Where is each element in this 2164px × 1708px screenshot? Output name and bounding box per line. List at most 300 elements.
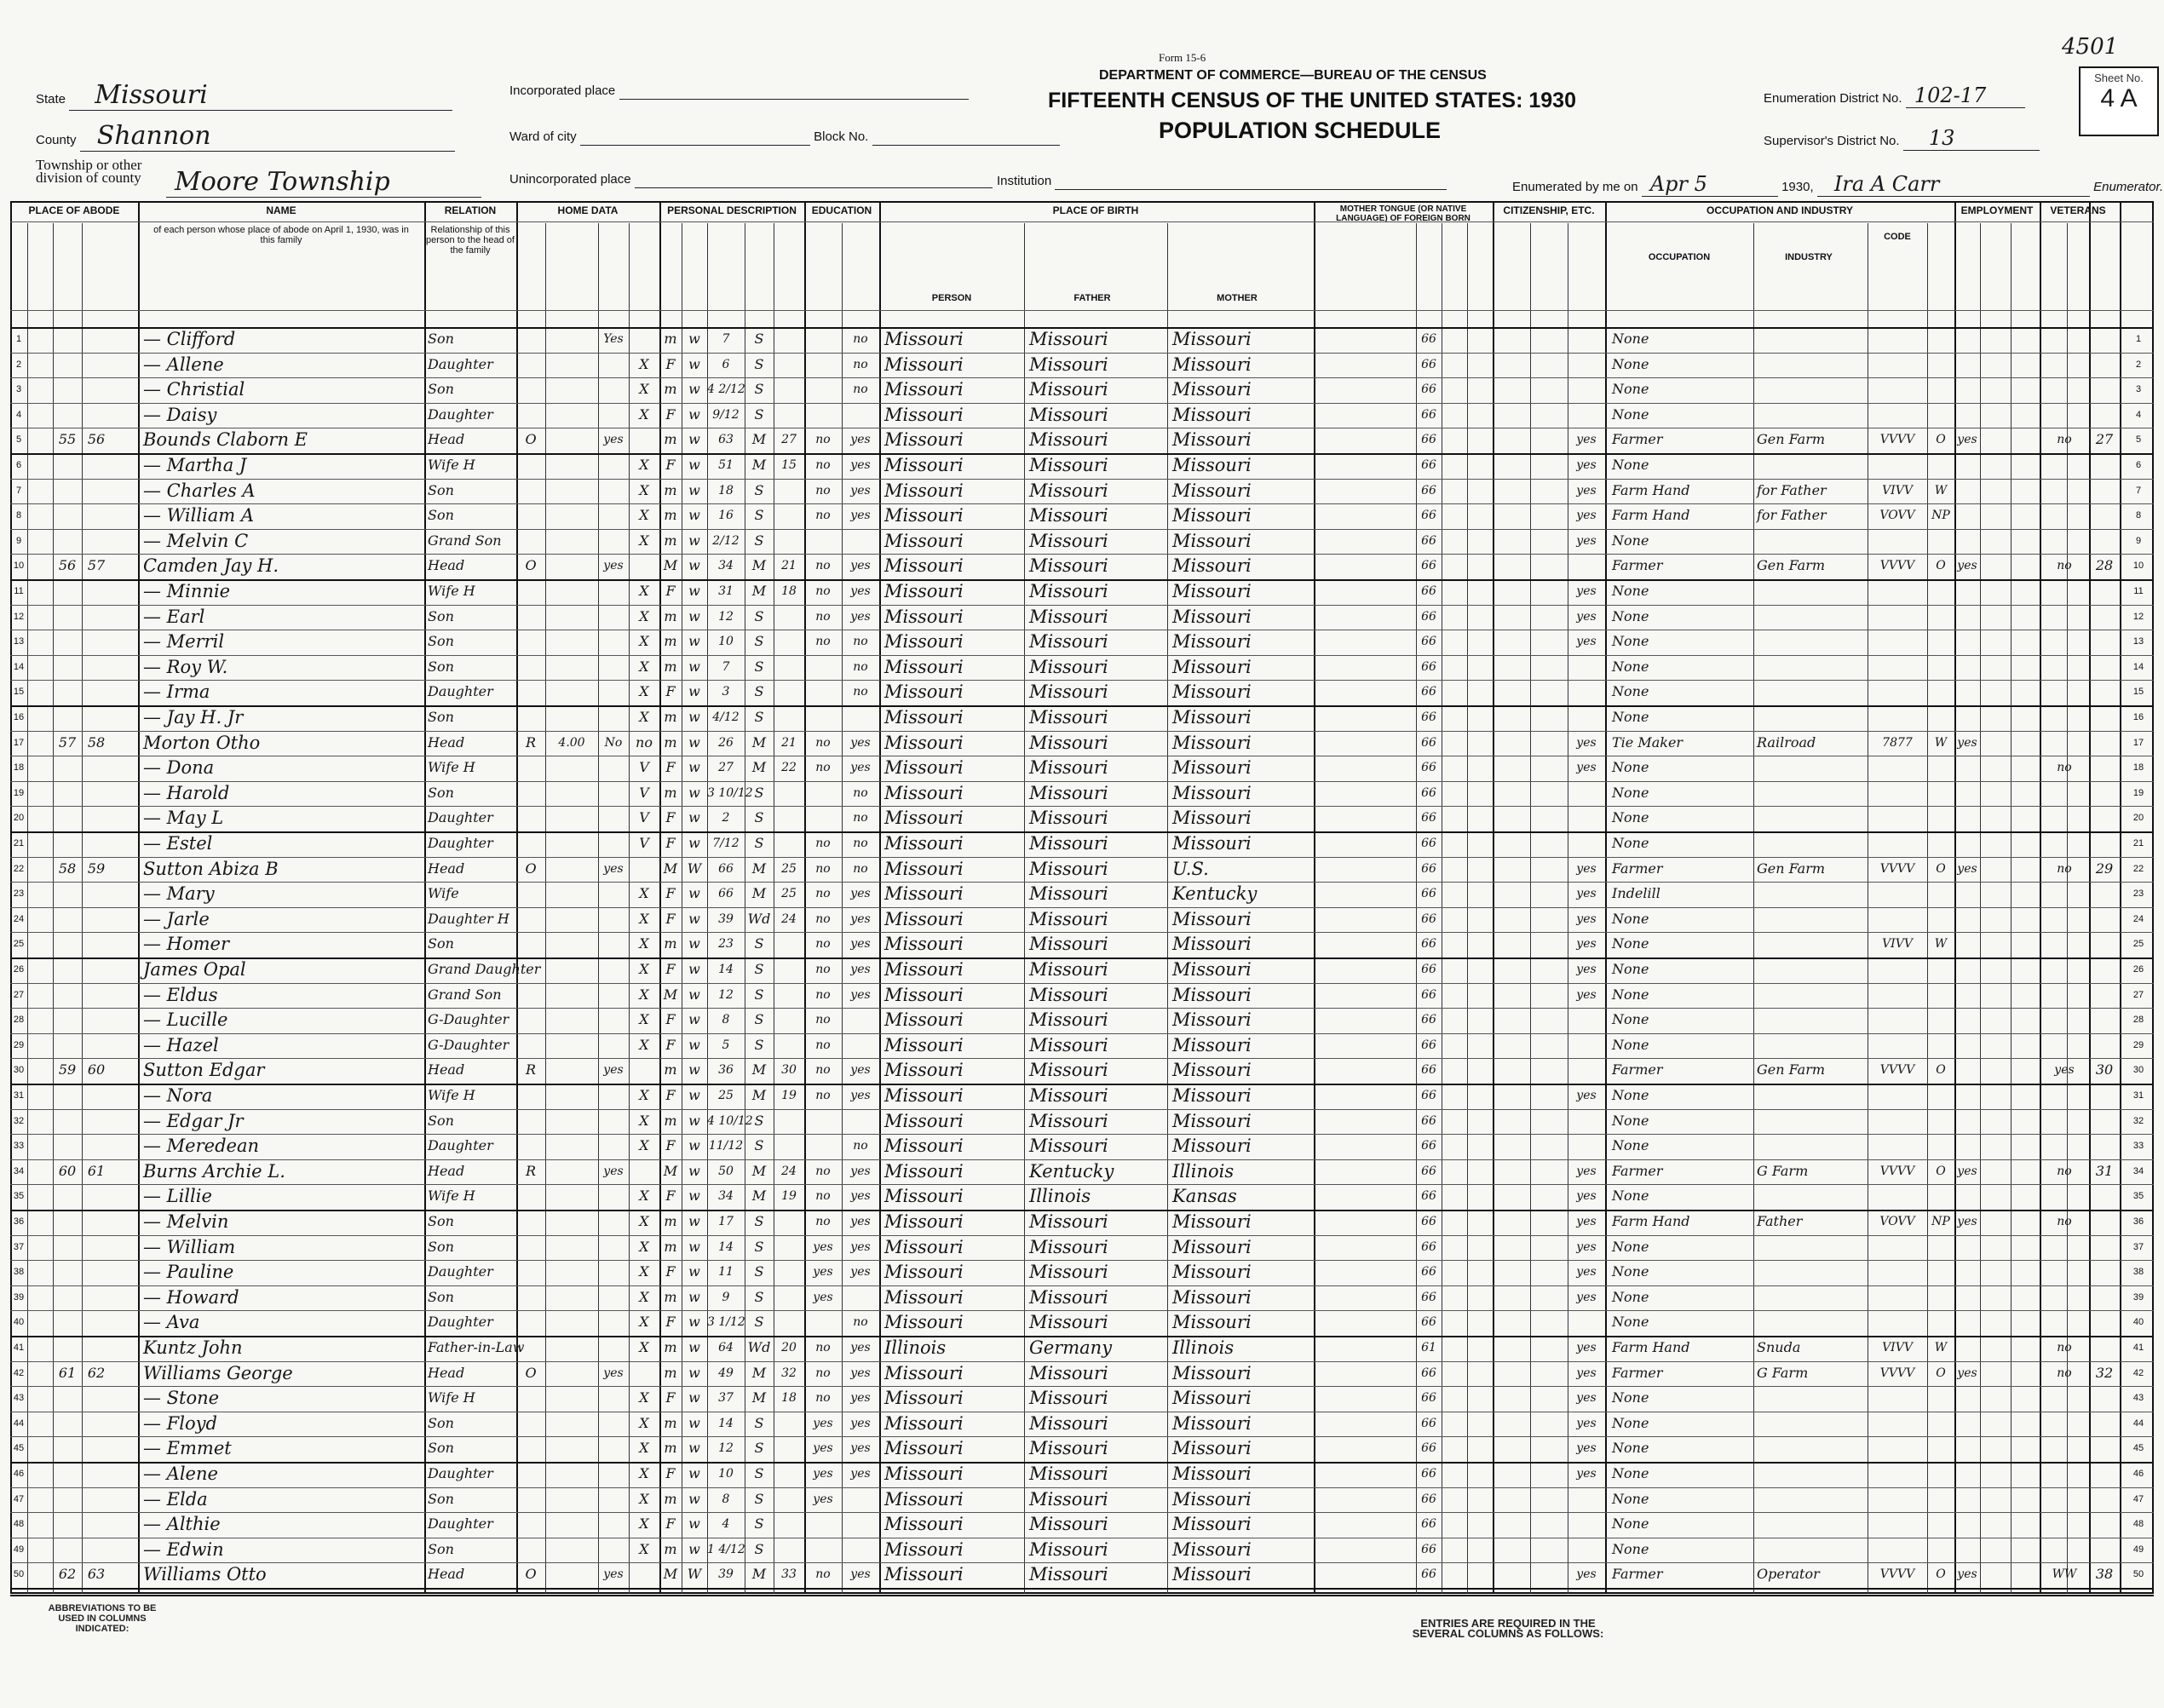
age: 14: [718, 1416, 734, 1430]
occupation: None: [1612, 835, 1649, 851]
line-number: 31: [13, 1090, 25, 1101]
line-number: 38: [13, 1267, 25, 1278]
table-row: [10, 1361, 2154, 1387]
occupation-code: 7877: [1882, 735, 1913, 750]
township-label: Township or other division of county: [36, 157, 142, 186]
birth-code: 66: [1421, 685, 1436, 699]
line-number: 6: [15, 460, 22, 470]
speaks-english: yes: [1576, 987, 1597, 1002]
age: 4 10/12: [707, 1113, 753, 1128]
table-row: [10, 1562, 2154, 1588]
sex: m: [664, 709, 677, 725]
occupation: None: [1612, 1263, 1649, 1280]
person-name: — Lillie: [143, 1186, 212, 1207]
birthplace-father: Missouri: [1029, 1034, 1108, 1055]
race: w: [688, 1162, 700, 1179]
birth-code: 66: [1421, 458, 1436, 472]
industry: G Farm: [1757, 1364, 1809, 1381]
race: w: [688, 331, 700, 347]
sex: m: [664, 784, 677, 801]
speaks-english: yes: [1576, 1189, 1597, 1204]
person-name: — Christial: [143, 379, 245, 400]
birth-code: 66: [1421, 912, 1436, 926]
relationship: Son: [428, 1213, 454, 1229]
occupation-code: VVVV: [1879, 1063, 1915, 1078]
sex: m: [664, 1339, 677, 1355]
line-number-right: 26: [2132, 964, 2144, 975]
birth-code: 66: [1421, 1441, 1436, 1456]
group-education: EDUCATION: [811, 204, 872, 216]
farm-residence: X: [639, 1137, 649, 1154]
line-number: 32: [13, 1115, 25, 1126]
relation-subheader: Relationship of this person to the head of the family: [426, 225, 515, 256]
table-row: [10, 327, 2154, 353]
line-number-right: 50: [2132, 1569, 2144, 1580]
person-name: — Daisy: [143, 404, 217, 425]
occupation: Farm Hand: [1612, 1339, 1690, 1355]
person-name: — Dona: [143, 757, 215, 779]
age: 3 10/12: [707, 785, 753, 800]
marital-status: S: [754, 1137, 764, 1154]
sex: F: [665, 1314, 676, 1331]
occupation: Farm Hand: [1612, 481, 1690, 498]
birth-code: 66: [1421, 559, 1436, 573]
can-read: yes: [850, 1416, 871, 1430]
line-number: 33: [13, 1141, 25, 1152]
can-read: yes: [850, 912, 871, 926]
farm-residence: V: [639, 759, 649, 776]
birthplace-mother: Missouri: [1172, 1110, 1252, 1131]
birthplace-father: Missouri: [1029, 1136, 1108, 1157]
birthplace-mother: Missouri: [1172, 455, 1252, 475]
ward-row: [509, 128, 1060, 146]
race: w: [688, 355, 700, 372]
dwelling-number: 61: [58, 1364, 77, 1381]
birthplace-father: Germany: [1029, 1337, 1113, 1358]
sex: F: [665, 583, 676, 599]
birth-code: 66: [1421, 963, 1436, 976]
page-stamp: 4501: [2062, 34, 2119, 60]
attended-school: no: [815, 937, 831, 952]
birthplace-father: Missouri: [1029, 1286, 1108, 1308]
attended-school: no: [815, 509, 831, 523]
table-row: [10, 554, 2154, 579]
line-number-right: 19: [2132, 787, 2144, 798]
relationship: Daughter H: [428, 910, 509, 927]
birth-code: 66: [1421, 509, 1436, 523]
relationship: Head: [428, 1566, 465, 1583]
table-row: [10, 479, 2154, 504]
industry: for Father: [1757, 481, 1827, 498]
farm-residence: X: [639, 1515, 649, 1533]
line-number-right: 33: [2132, 1141, 2144, 1152]
birthplace-father: Missouri: [1029, 329, 1108, 349]
race: w: [688, 1263, 700, 1280]
age: 14: [718, 963, 734, 976]
schedule-title: POPULATION SCHEDULE: [1159, 118, 1442, 143]
farm-residence: X: [639, 709, 649, 725]
age-at-marriage: 27: [781, 433, 797, 447]
line-number: 7: [15, 485, 22, 496]
marital-status: S: [754, 935, 764, 952]
attended-school: no: [815, 1013, 831, 1027]
line-number-right: 34: [2132, 1165, 2144, 1176]
age: 66: [718, 861, 734, 876]
supervisor-row: [1764, 126, 2040, 151]
person-name: — Melvin C: [143, 530, 249, 551]
line-number: 3: [15, 384, 22, 395]
home-owned: R: [525, 733, 537, 750]
occupation: None: [1612, 1137, 1649, 1154]
can-read: yes: [850, 433, 871, 447]
birth-code: 66: [1421, 433, 1436, 447]
occupation-subheader: OCCUPATION: [1648, 252, 1711, 262]
farm-schedule: 38: [2095, 1566, 2114, 1583]
marital-status: S: [754, 961, 764, 977]
age: 9/12: [712, 407, 740, 422]
can-read: yes: [850, 1467, 871, 1481]
table-row: [10, 831, 2154, 857]
occupation: Farm Hand: [1612, 1213, 1690, 1229]
age-at-marriage: 19: [781, 1089, 797, 1102]
line-number: 27: [13, 989, 25, 1000]
birth-code: 66: [1421, 1416, 1436, 1430]
race: w: [688, 784, 700, 801]
can-read: yes: [850, 987, 871, 1002]
home-owned: O: [525, 1364, 537, 1381]
birthplace-father: Missouri: [1029, 833, 1108, 854]
birthplace-person: Missouri: [884, 581, 964, 601]
attended-school: no: [815, 1063, 831, 1078]
race: w: [688, 557, 700, 574]
sex: F: [665, 809, 676, 826]
age: 37: [718, 1391, 734, 1406]
table-row: [10, 353, 2154, 378]
table-row: [10, 1084, 2154, 1109]
birthplace-person: Illinois: [884, 1337, 947, 1358]
birthplace-father: Missouri: [1029, 1085, 1108, 1106]
line-number-right: 21: [2132, 838, 2144, 848]
birthplace-person: Missouri: [884, 833, 964, 854]
farm-residence: X: [639, 885, 649, 902]
occupation: None: [1612, 532, 1649, 549]
birthplace-person: Missouri: [884, 732, 964, 753]
age: 31: [718, 584, 734, 598]
birthplace-mother: Missouri: [1172, 1211, 1252, 1232]
ward-label: Ward of city: [509, 129, 577, 144]
birthplace-mother: Missouri: [1172, 1009, 1252, 1031]
can-read: no: [853, 811, 868, 825]
radio-set: yes: [603, 1567, 624, 1582]
line-number-right: 48: [2132, 1519, 2144, 1530]
state-label: State: [36, 92, 66, 106]
person-name: — Althie: [143, 1514, 221, 1535]
line-number-right: 11: [2133, 586, 2144, 596]
speaks-english: yes: [1576, 1265, 1597, 1280]
line-number-right: 16: [2132, 712, 2144, 722]
industry: Gen Farm: [1757, 860, 1826, 877]
birthplace-mother: Missouri: [1172, 934, 1252, 955]
relationship: Head: [428, 733, 465, 750]
speaks-english: yes: [1576, 761, 1597, 775]
birthplace-father: Missouri: [1029, 1362, 1108, 1383]
family-number: 58: [87, 733, 106, 750]
table-row: [10, 1462, 2154, 1487]
birth-code: 66: [1421, 761, 1436, 775]
can-read: no: [853, 659, 868, 674]
sex: M: [663, 860, 678, 877]
attended-school: no: [815, 912, 831, 926]
line-number: 5: [15, 434, 22, 446]
speaks-english: yes: [1576, 1341, 1597, 1354]
farm-residence: X: [639, 935, 649, 952]
birthplace-mother: Missouri: [1172, 1412, 1252, 1434]
line-number: 13: [13, 636, 25, 647]
line-number-right: 6: [2135, 460, 2142, 470]
relationship: Wife H: [428, 759, 475, 776]
attended-school: yes: [813, 1416, 833, 1430]
age: 7: [722, 659, 730, 674]
table-row: [10, 605, 2154, 630]
occupation: Tie Maker: [1612, 733, 1683, 750]
birth-code: 66: [1421, 1239, 1436, 1254]
occupation-code: VIVV: [1882, 483, 1913, 497]
sheet-label: Sheet No.: [2094, 72, 2144, 84]
marital-status: M: [751, 860, 767, 877]
county-label: County: [36, 133, 77, 147]
table-row: [10, 1109, 2154, 1135]
birthplace-father: Missouri: [1029, 1438, 1108, 1459]
farm-residence: X: [639, 355, 649, 372]
marital-status: S: [754, 986, 764, 1003]
birthplace-person: Missouri: [884, 455, 964, 475]
industry: for Father: [1757, 507, 1827, 524]
class-of-worker: W: [1934, 735, 1948, 750]
occupation: None: [1612, 1414, 1649, 1431]
can-read: no: [853, 635, 868, 649]
farm-schedule: 29: [2095, 860, 2114, 877]
race: w: [688, 1238, 700, 1255]
relationship: Head: [428, 1061, 465, 1078]
birthplace-father: Missouri: [1029, 908, 1108, 929]
attended-school: no: [815, 1164, 831, 1178]
marital-status: Wd: [747, 910, 771, 927]
birthplace-father: Missouri: [1029, 606, 1108, 627]
marital-status: S: [754, 1540, 764, 1557]
table-row: [10, 503, 2154, 529]
table-row: [10, 1235, 2154, 1261]
occupation: Farmer: [1612, 860, 1663, 877]
race: w: [688, 1389, 700, 1406]
occupation-code: VVVV: [1879, 1366, 1915, 1380]
birthplace-person: Missouri: [884, 480, 964, 501]
sex: F: [665, 1263, 676, 1280]
race: w: [688, 759, 700, 776]
farm-residence: X: [639, 1314, 649, 1331]
occupation: None: [1612, 457, 1649, 473]
race: w: [688, 583, 700, 599]
employed: yes: [1957, 861, 1977, 876]
race: w: [688, 835, 700, 851]
line-number: 28: [13, 1015, 25, 1026]
birthplace-father: Missouri: [1029, 1312, 1108, 1333]
relationship: Wife H: [428, 1389, 475, 1406]
marital-status: S: [754, 355, 764, 372]
birth-code: 66: [1421, 710, 1436, 724]
sex: m: [664, 1440, 677, 1457]
sex: m: [664, 381, 677, 398]
birth-code: 66: [1421, 1467, 1436, 1481]
marital-status: M: [751, 1061, 767, 1078]
supervisor-label: Supervisor's District No.: [1764, 134, 1900, 148]
speaks-english: yes: [1576, 1567, 1597, 1582]
age-at-marriage: 25: [781, 861, 797, 876]
group-citizenship: CITIZENSHIP, ETC.: [1503, 204, 1595, 216]
sex: m: [664, 331, 677, 347]
department-title: DEPARTMENT OF COMMERCE—BUREAU OF THE CENSUS: [1099, 68, 1487, 83]
birthplace-father: Missouri: [1029, 984, 1108, 1005]
birth-code: 66: [1421, 1164, 1436, 1178]
entries-title: ENTRIES ARE REQUIRED IN THE SEVERAL COLUMNS AS FOLLOWS:: [1412, 1617, 1604, 1640]
relationship: Son: [428, 633, 454, 650]
dwelling-number: 59: [58, 1061, 77, 1078]
occupation: Farmer: [1612, 1364, 1663, 1381]
birthplace-person: Missouri: [884, 782, 964, 803]
relationship: Daughter: [428, 835, 493, 851]
speaks-english: yes: [1576, 861, 1597, 876]
person-name: Williams George: [143, 1362, 293, 1383]
table-row: [10, 579, 2154, 605]
can-read: yes: [850, 559, 871, 573]
birthplace-person: Missouri: [884, 505, 964, 526]
occupation: None: [1612, 986, 1649, 1003]
line-number: 48: [13, 1519, 25, 1530]
incorporated-row: [509, 82, 969, 100]
speaks-english: yes: [1576, 483, 1597, 497]
birthplace-mother: Missouri: [1172, 1538, 1252, 1560]
radio-set: yes: [603, 559, 624, 573]
farm-residence: X: [639, 633, 649, 650]
person-name: — Jarle: [143, 908, 210, 929]
birthplace-person: Missouri: [884, 656, 964, 677]
birthplace-father: Missouri: [1029, 480, 1108, 501]
birth-code: 66: [1421, 1315, 1436, 1330]
marital-status: S: [754, 1238, 764, 1255]
farm-residence: X: [639, 1339, 649, 1355]
table-row: [10, 1058, 2154, 1084]
line-number-right: 31: [2132, 1090, 2144, 1101]
farm-residence: no: [636, 733, 653, 750]
birth-code: 66: [1421, 382, 1436, 397]
occupation: Farmer: [1612, 1061, 1663, 1078]
line-number-right: 15: [2132, 687, 2144, 698]
class-of-worker: O: [1936, 433, 1946, 447]
line-number-right: 40: [2132, 1317, 2144, 1328]
attended-school: no: [815, 1038, 831, 1052]
relationship: Son: [428, 1440, 454, 1457]
sex: F: [665, 885, 676, 902]
birth-code: 66: [1421, 1567, 1436, 1582]
birthplace-father: Missouri: [1029, 1236, 1108, 1257]
farm-residence: X: [639, 961, 649, 977]
person-name: — Howard: [143, 1286, 239, 1308]
occupation: Farmer: [1612, 557, 1663, 574]
radio-set: yes: [603, 1063, 624, 1078]
age: 8: [722, 1013, 730, 1027]
age: 4: [722, 1517, 730, 1532]
person-name: — Meredean: [143, 1136, 259, 1157]
birthplace-person: Missouri: [884, 858, 964, 879]
line-number: 26: [13, 964, 25, 975]
person-name: — Nora: [143, 1085, 213, 1106]
veteran: no: [2057, 1215, 2072, 1228]
can-read: yes: [850, 584, 871, 598]
birth-code: 66: [1421, 887, 1436, 901]
age: 8: [722, 1492, 730, 1506]
birthplace-mother: Missouri: [1172, 757, 1252, 779]
attended-school: no: [815, 458, 831, 472]
occupation: None: [1612, 709, 1649, 725]
race: w: [688, 709, 700, 725]
birthplace-person: Missouri: [884, 984, 964, 1005]
sex: F: [665, 1389, 676, 1406]
attended-school: no: [815, 483, 831, 497]
birthplace-person: Missouri: [884, 1514, 964, 1535]
relationship: Son: [428, 381, 454, 398]
birth-code: 66: [1421, 1089, 1436, 1102]
sheet-box: [2079, 66, 2159, 136]
farm-schedule: 27: [2095, 431, 2114, 448]
table-row: [10, 403, 2154, 428]
table-row: [10, 1512, 2154, 1538]
birthplace-mother: Missouri: [1172, 1060, 1252, 1081]
race: w: [688, 885, 700, 902]
group-relation: RELATION: [444, 204, 497, 216]
age-at-marriage: 18: [781, 584, 797, 598]
birthplace-person: Missouri: [884, 1388, 964, 1409]
occupation: None: [1612, 1036, 1649, 1053]
line-number: 1: [15, 334, 22, 344]
occupation: None: [1612, 405, 1649, 423]
age-at-marriage: 18: [781, 1391, 797, 1406]
age: 12: [718, 1441, 734, 1456]
birthplace-mother: Missouri: [1172, 631, 1252, 653]
birthplace-mother: Missouri: [1172, 1286, 1252, 1308]
line-number: 37: [13, 1241, 25, 1252]
birthplace-mother: Missouri: [1172, 581, 1252, 601]
relationship: Wife H: [428, 1188, 475, 1205]
speaks-english: yes: [1576, 1441, 1597, 1456]
home-owned: O: [525, 860, 537, 877]
line-number: 46: [13, 1469, 25, 1479]
marital-status: S: [754, 607, 764, 624]
table-row: [10, 932, 2154, 958]
age-at-marriage: 21: [781, 559, 797, 573]
enum-district-value: 102-17: [1906, 83, 2025, 108]
attended-school: no: [815, 1341, 831, 1354]
line-number-right: 36: [2132, 1216, 2144, 1227]
person-name: — Martha J: [143, 455, 247, 475]
farm-residence: X: [639, 1263, 649, 1280]
line-number-right: 8: [2135, 510, 2142, 521]
marital-status: M: [751, 1087, 767, 1103]
person-name: — William: [143, 1236, 236, 1257]
birthplace-person: Missouri: [884, 1186, 964, 1207]
family-number: 56: [87, 431, 106, 448]
birthplace-mother: Missouri: [1172, 1136, 1252, 1157]
occupation: None: [1612, 607, 1649, 624]
line-number: 29: [13, 1039, 25, 1050]
